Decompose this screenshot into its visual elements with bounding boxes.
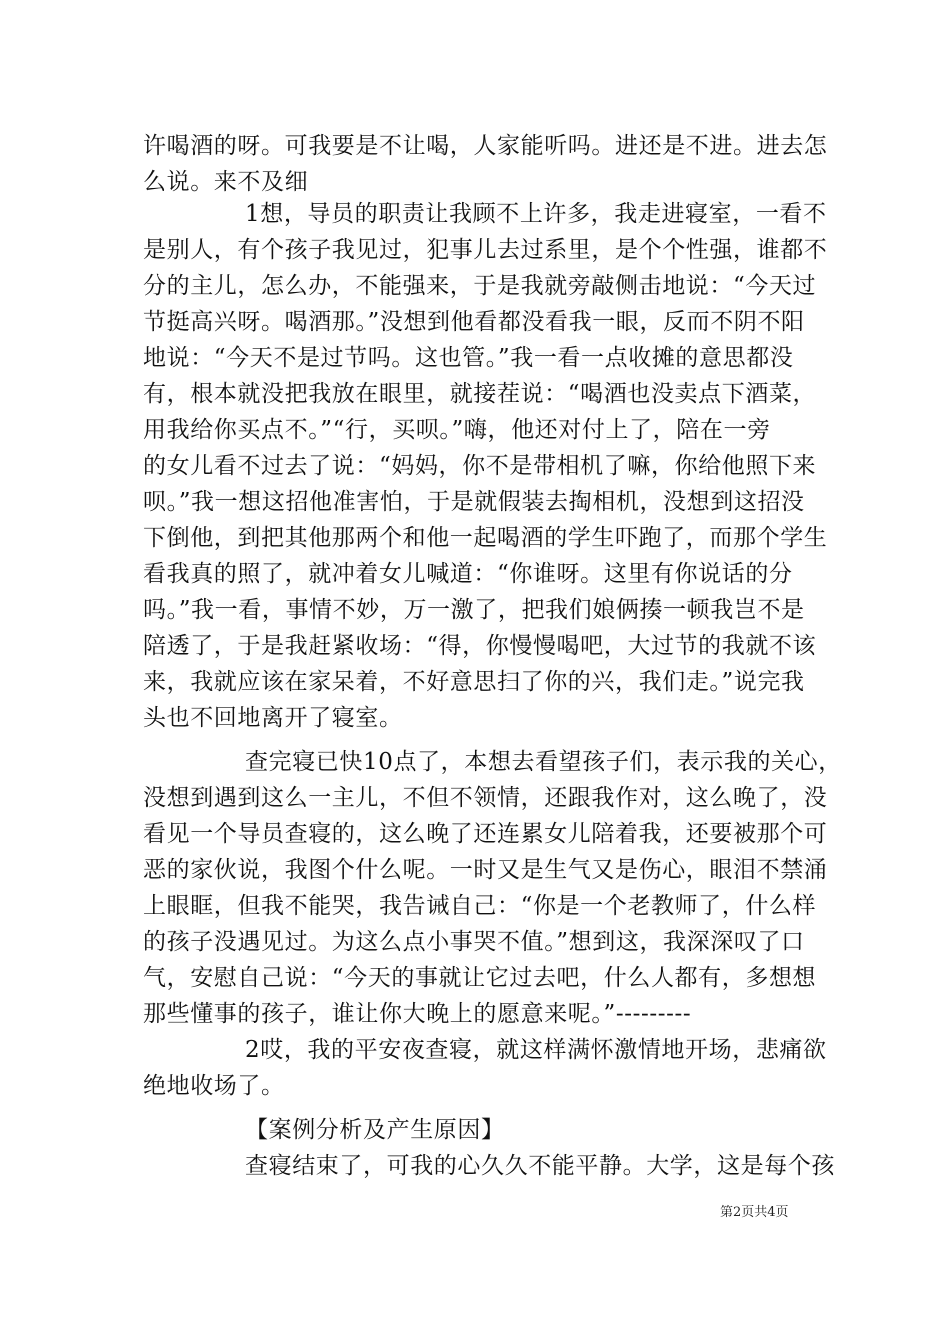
text-line: 查完寝已快10点了，本想去看望孩子们，表示我的关心， — [245, 749, 842, 775]
text-line: 气，安慰自己说：“今天的事就让它过去吧，什么人都有，多想想 — [143, 965, 817, 991]
text-line: 地说：“今天不是过节吗。这也管。”我一看一点收摊的意思都没 — [143, 345, 794, 371]
text-line: 的孩子没遇见过。为这么点小事哭不值。”想到这，我深深叹了口 — [143, 929, 805, 955]
text-line: 节挺高兴呀。喝酒那。”没想到他看都没看我一眼，反而不阴不阳 — [143, 309, 805, 335]
text-line: 分的主儿，怎么办，不能强来，于是我就旁敲侧击地说：“今天过 — [143, 273, 817, 299]
text-line: 恶的家伙说，我图个什么呢。一时又是生气又是伤心，眼泪不禁涌 — [143, 857, 828, 883]
text-line: 用我给你买点不。”“行，买呗。”嗨，他还对付上了，陪在一旁 — [143, 417, 771, 443]
text-line: 没想到遇到这么一主儿，不但不领情，还跟我作对，这么晚了，没 — [143, 785, 828, 811]
text-line: 头也不回地离开了寝室。 — [143, 705, 403, 731]
text-line: 来，我就应该在家呆着，不好意思扫了你的兴，我们走。”说完我 — [143, 669, 805, 695]
text-line: 看我真的照了，就冲着女儿喊道：“你谁呀。这里有你说话的分 — [143, 561, 793, 587]
text-line: 吗。”我一看，事情不妙，万一激了，把我们娘俩揍一顿我岂不是 — [143, 597, 805, 623]
text-line: 2哎，我的平安夜查寝，就这样满怀激情地开场，悲痛欲 — [245, 1037, 827, 1063]
section-heading: 【案例分析及产生原因】 — [245, 1117, 505, 1143]
text-line: 呗。”我一想这招他准害怕，于是就假装去掏相机，没想到这招没 — [143, 489, 805, 515]
text-line: 的女儿看不过去了说：“妈妈，你不是带相机了嘛，你给他照下来 — [143, 453, 817, 479]
text-line: 是别人，有个孩子我见过，犯事儿去过系里，是个个性强，谁都不 — [143, 237, 828, 263]
text-line: 绝地收场了。 — [143, 1073, 285, 1099]
text-line: 查寝结束了，可我的心久久不能平静。大学，这是每个孩 — [245, 1153, 835, 1179]
page-footer: 第2页共4页 — [720, 1205, 789, 1220]
text-line: 1想，导员的职责让我顾不上许多，我走进寝室，一看不 — [245, 201, 827, 227]
text-line: 下倒他，到把其他那两个和他一起喝酒的学生吓跑了，而那个学生 — [143, 525, 828, 551]
text-line: 上眼眶，但我不能哭，我告诫自己：“你是一个老教师了，什么样 — [143, 893, 817, 919]
text-line: 看见一个导员查寝的，这么晚了还连累女儿陪着我，还要被那个可 — [143, 821, 828, 847]
text-line: 陪透了，于是我赶紧收场：“得，你慢慢喝吧，大过节的我就不该 — [143, 633, 817, 659]
text-line: 许喝酒的呀。可我要是不让喝，人家能听吗。进还是不进。进去怎 — [143, 133, 828, 159]
text-line: 有，根本就没把我放在眼里，就接茬说：“喝酒也没卖点下酒菜， — [143, 381, 817, 407]
text-line: 那些懂事的孩子，谁让你大晚上的愿意来呢。”--------- — [143, 1001, 692, 1027]
text-line: 么说。来不及细 — [143, 169, 309, 195]
